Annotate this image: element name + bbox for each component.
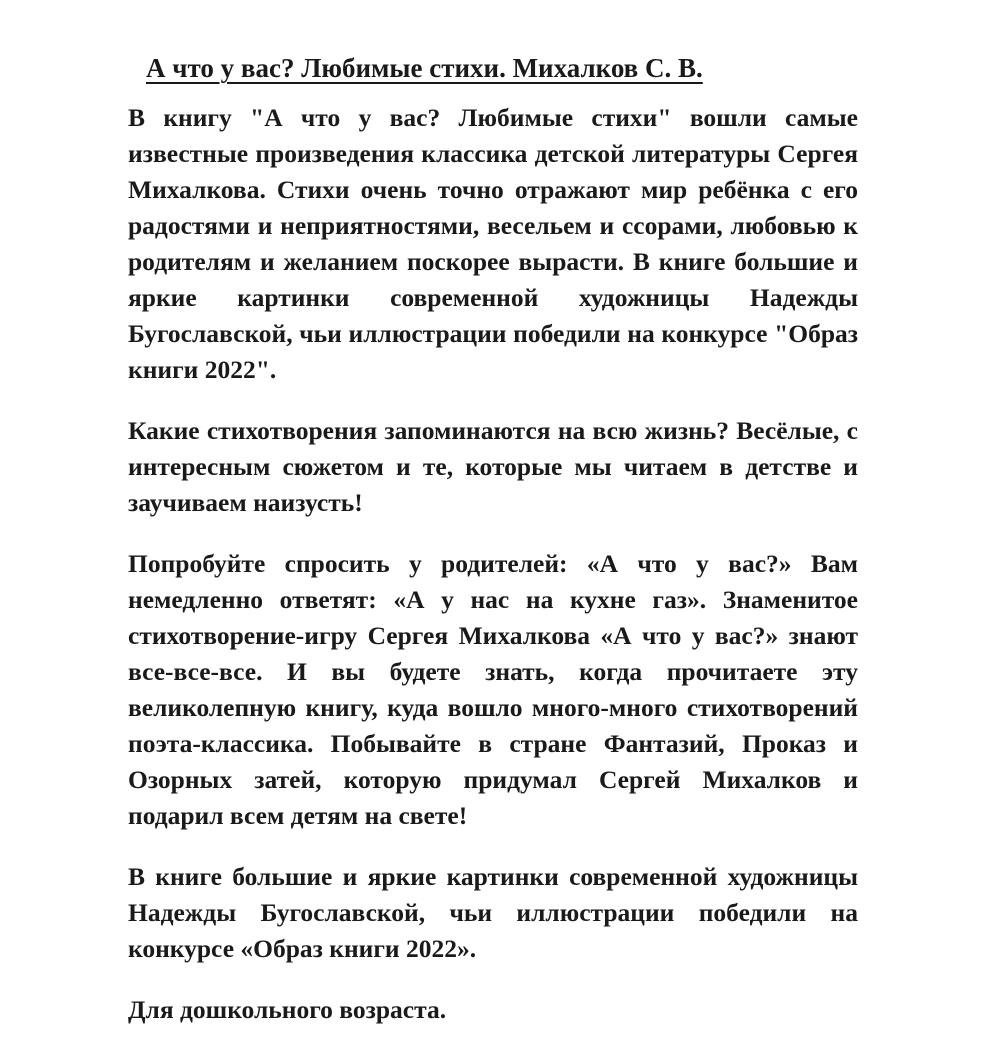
document-title: А что у вас? Любимые стихи. Михалков С. В. — [146, 53, 703, 83]
paragraph-illustrations: В книге большие и яркие картинки современной художницы Надежды Бугославской, чьи иллюстрации победили на конкурсе «Образ книги 2022». — [128, 862, 858, 963]
paragraph-what-about-you: Попробуйте спросить у родителей: «А что у вас?» Вам немедленно ответят: «А у нас на кухне газ». Знаменитое стихотворение-игру Сергея Михалкова «А что у вас?» знают все-все-все. И вы будете знать, когда прочитаете эту великолепную книгу, куда вошло много-много стихотворений поэта-классика. Побывайте в стране Фантазий, Проказ и Озорных затей, которую придумал Сергей Михалков и подарил всем детям на свете! — [128, 549, 858, 830]
paragraph-age-group: Для дошкольного возраста. — [128, 995, 447, 1024]
paragraph-memorable-poems: Какие стихотворения запоминаются на всю жизнь? Весёлые, с интересным сюжетом и те, которые мы читаем в детстве и заучиваем наизусть! — [128, 416, 858, 517]
paragraph-book-description: В книгу "А что у вас? Любимые стихи" вошли самые известные произведения классика детской литературы Сергея Михалкова. Стихи очень точно отражают мир ребёнка с его радостями и неприятностями, весельем и ссорами, любовью к родителям и желанием поскорее вырасти. В книге большие и яркие картинки современной художницы Надежды Бугославской, чьи иллюстрации победили на конкурсе "Образ книги 2022". — [128, 103, 858, 384]
document-body — [128, 100, 858, 1053]
